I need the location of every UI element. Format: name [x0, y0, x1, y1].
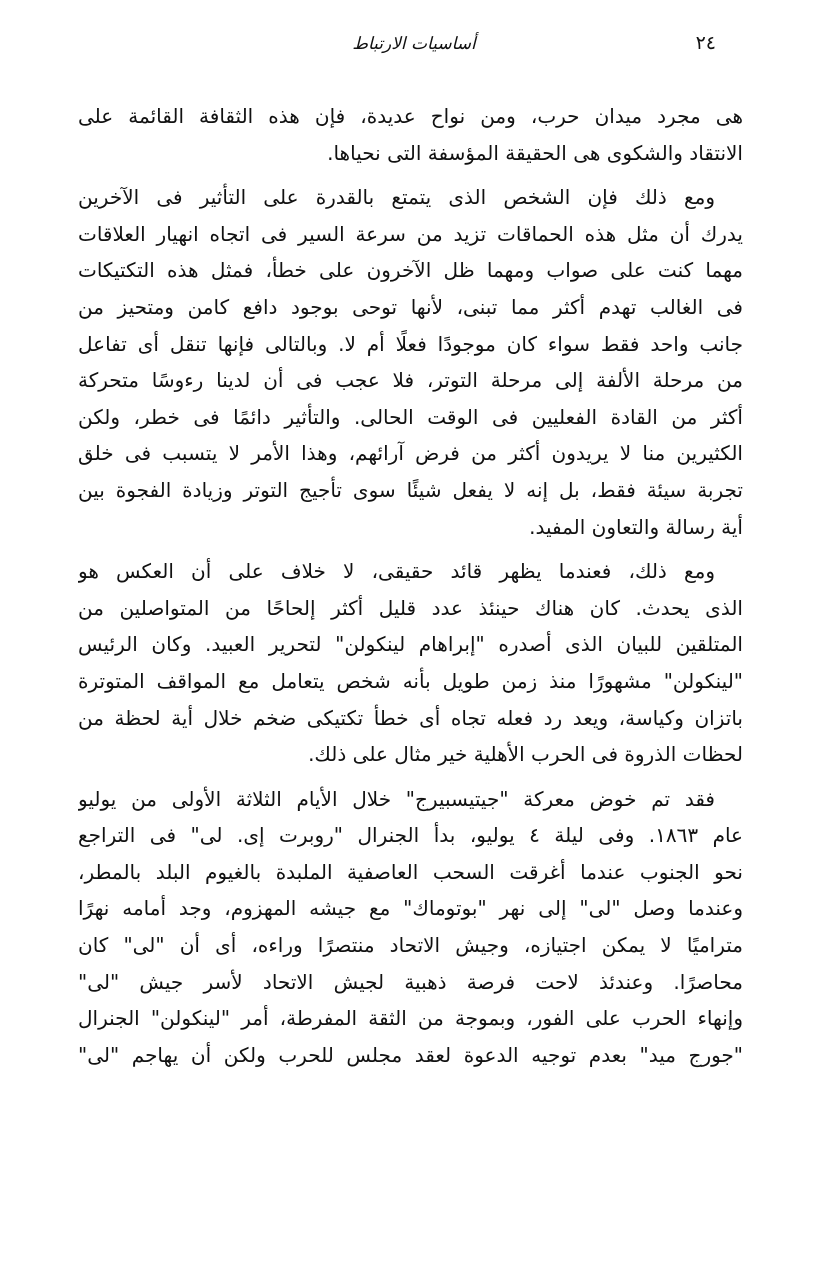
paragraph — [78, 553, 743, 773]
text-line: يدرك أن مثل هذه الحماقات تزيد من سرعة السير فى اتجاه انهيار العلاقات — [78, 221, 743, 246]
text-line: ومع ذلك فإن الشخص الذى يتمتع بالقدرة على التأثير فى الآخرين — [78, 185, 715, 210]
text-line: محاصرًا. وعندئذ لاحت فرصة ذهبية لجيش الاتحاد لأسر جيش "لى" — [78, 969, 743, 994]
body-text — [78, 98, 743, 1073]
text-line: الذى يحدث. كان هناك حينئذ عدد قليل أكثر إلحاحًا من المتواصلين من — [78, 595, 743, 620]
page-number: ٢٤ — [695, 32, 716, 54]
text-line: من مرحلة الألفة إلى مرحلة التوتر، فلا عجب فى أن لدينا رءوسًا متحركة — [78, 368, 743, 393]
text-line: نحو الجنوب عندما أغرقت السحب العاصفية الملبدة بالغيوم البلد بالمطر، — [78, 859, 743, 884]
text-line: أكثر من القادة الفعليين فى الوقت الحالى. والتأثير دائمًا فى خطر، ولكن — [78, 404, 743, 429]
text-line: جانب واحد فقط سواء كان موجودًا فعلًا أم لا. وبالتالى فإنها تنقل أى تفاعل — [78, 331, 743, 356]
paragraph — [78, 98, 743, 171]
running-title: أساسيات الارتباط — [352, 34, 476, 54]
text-line: متراميًا لا يمكن اجتيازه، وجيش الاتحاد منتصرًا وراءه، أى أن "لى" كان — [78, 933, 743, 958]
text-line: "جورج ميد" بعدم توجيه الدعوة لعقد مجلس للحرب ولكن أن يهاجم "لى" — [78, 1042, 743, 1067]
paragraph — [78, 179, 743, 545]
text-line: المتلقين للبيان الذى أصدره "إبراهام لينكولن" لتحرير العبيد. وكان الرئيس — [78, 632, 743, 657]
text-line: باتزان وكياسة، ويعد رد فعله تجاه أى خطأ تكتيكى ضخم خلال أية لحظة من — [78, 705, 743, 730]
text-line: فقد تم خوض معركة "جيتيسبيرج" خلال الأيام الثلاثة الأولى من يوليو — [78, 786, 715, 811]
text-line: وإنهاء الحرب على الفور، وبموجة من الثقة المفرطة، أمر "لينكولن" الجنرال — [78, 1006, 743, 1031]
text-line: "لينكولن" مشهورًا منذ زمن طويل بأنه شخص يتعامل مع المواقف المتوترة — [78, 668, 743, 693]
text-line: مهما كنت على صواب ومهما ظل الآخرون على خطأ، فمثل هذه التكتيكات — [78, 258, 743, 283]
text-line: فى الغالب تهدم أكثر مما تبنى، لأنها توحى بوجود دافع كامن ومتحيز من — [78, 294, 743, 319]
text-line: عام ١٨٦٣. وفى ليلة ٤ يوليو، بدأ الجنرال "روبرت إى. لى" فى التراجع — [78, 823, 743, 848]
text-line: تجربة سيئة فقط، بل إنه لا يفعل شيئًا سوى تأجيج التوتر وزيادة الفجوة بين — [78, 477, 743, 502]
text-line: أية رسالة والتعاون المفيد. — [529, 514, 743, 539]
text-line: هى مجرد ميدان حرب، ومن نواح عديدة، فإن هذه الثقافة القائمة على — [78, 104, 743, 128]
text-line: الانتقاد والشكوى هى الحقيقة المؤسفة التى نحياها. — [327, 140, 743, 165]
text-line: الكثيرين منا لا يريدون أكثر من فرض آرائهم، وهذا الأمر لا يتسبب فى خلق — [78, 441, 743, 466]
text-line: لحظات الذروة فى الحرب الأهلية خير مثال على ذلك. — [308, 742, 743, 767]
text-line: ومع ذلك، فعندما يظهر قائد حقيقى، لا خلاف على أن العكس هو — [78, 559, 715, 584]
page-header — [0, 32, 828, 62]
text-line: وعندما وصل "لى" إلى نهر "بوتوماك" مع جيشه المهزوم، وجد أمامه نهرًا — [78, 896, 743, 921]
paragraph — [78, 781, 743, 1074]
